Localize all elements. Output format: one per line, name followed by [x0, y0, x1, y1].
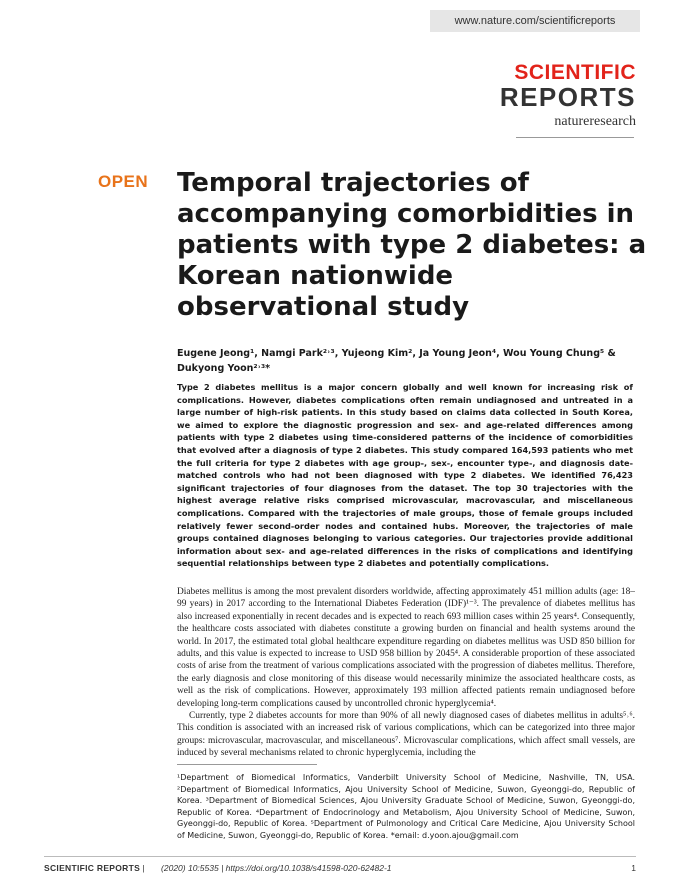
footer-separator: |: [142, 863, 145, 873]
logo-line-reports: REPORTS: [499, 82, 636, 112]
page-number: 1: [631, 863, 636, 873]
logo-line-scientific: SCIENTIFIC: [514, 61, 636, 84]
affiliations: ¹Department of Biomedical Informatics, Vanderbilt University School of Medicine, Nashville, TN, USA. ²Department of Biomedical Informatics, Ajou University School of Medicine, Suwon, Gyeonggi-do, Republic of Korea. ³Department of Biomedical Sciences, Ajou University Graduate School of Medicine, Suwon, Gyeonggi-do, Republic of Korea. ⁴Department of Endocrinology and Metabolism, Ajou University School of Medicine, Suwon, Gyeonggi-do, Republic of Korea. ⁵Department of Pulmonology and Critical Care Medicine, Ajou University School of Medicine, Suwon, Gyeonggi-do, Republic of Korea. *email: d.yoon.ajou@gmail.com: [177, 773, 635, 840]
page-footer: [44, 863, 636, 873]
affiliation-divider: [177, 764, 317, 765]
footer-divider: [44, 856, 636, 857]
logo-line-natureresearch: natureresearch: [554, 114, 636, 129]
author-list: Eugene Jeong¹, Namgi Park²˒³, Yujeong Kim², Ja Young Jeon⁴, Wou Young Chung⁵ & Dukyong Yoon²˒³*: [177, 348, 616, 374]
article-title: Temporal trajectories of accompanying comorbidities in patients with type 2 diabetes: a Korean nationwide observational study: [177, 168, 647, 322]
footer-citation[interactable]: (2020) 10:5535 | https://doi.org/10.1038/s41598-020-62482-1: [161, 863, 392, 873]
journal-url[interactable]: www.nature.com/scientificreports: [430, 10, 640, 32]
logo-divider: [516, 137, 634, 138]
open-access-label: OPEN: [98, 172, 149, 191]
abstract: Type 2 diabetes mellitus is a major concern globally and well known for increasing risk of complications. However, diabetes complications often remain undiagnosed and untreated in a large number of high-risk patients. In this study based on claims data collected in South Korea, we aimed to explore the diagnostic progression and sex- and age-related differences among patients with type 2 diabetes using time-considered patterns of the incidence of comorbidities that evolved after a diagnosis of type 2 diabetes. This study compared 164,593 patients who met the full criteria for type 2 diabetes with age group-, sex-, encounter type-, and diagnosis date-matched controls who had not been diagnosed with type 2 diabetes. We identified 76,423 significant trajectories of four diagnoses from the dataset. The top 30 trajectories with the highest average relative risks comprised microvascular, macrovascular, and miscellaneous complications. Compared with the trajectories of male groups, those of female groups included relatively fewer second-order nodes and contained hubs. Moreover, the trajectories of male groups contained diagnoses belonging to various categories. Our trajectories provide additional information about sex- and age-related differences in the risks of complications and identifying sequential relationships between type 2 diabetes and potentially complications.: [177, 382, 633, 569]
footer-journal-name: SCIENTIFIC REPORTS: [44, 863, 141, 873]
body-paragraph-2: Currently, type 2 diabetes accounts for more than 90% of all newly diagnosed cases of diabetes mellitus in adults⁵˒⁶. This condition is associated with an increased risk of various complications, which can be categorized into three major groups: microvascular, macrovascular, and miscellaneous⁷. Microvascular complications, which affect small vessels, are induced by several mechanisms related to chronic hyperglycemia, including the: [177, 711, 635, 759]
journal-logo: [500, 62, 636, 130]
body-paragraph-1: Diabetes mellitus is among the most prevalent disorders worldwide, affecting approximately 451 million adults (age: 18–99 years) in 2017 according to the International Diabetes Federation (IDF)¹⁻³. The prevalence of diabetes mellitus has also increased exponentially in recent decades and is expected to reach 693 million cases within 25 years⁴. Consequently, the healthcare costs associated with diabetes constitute a growing burden on financial and health systems around the world. In 2017, the estimated total global healthcare expenditure regarding on diabetes mellitus was USD 850 billion for adults, and this value is expected to increase to USD 958 billion by 2045⁴. A considerable proportion of these associated costs of arise from the treatment of various complications associated with the progression of diabetes mellitus. Therefore, the early diagnosis and close monitoring of this disease would necessarily minimize the associated healthcare costs, as well as the risk of complications. However, approximately 193 million affected patients remain undiagnosed before developing long-term complications caused by uncontrolled chronic hyperglycemia⁴.: [177, 587, 635, 709]
body-text: [177, 586, 635, 760]
